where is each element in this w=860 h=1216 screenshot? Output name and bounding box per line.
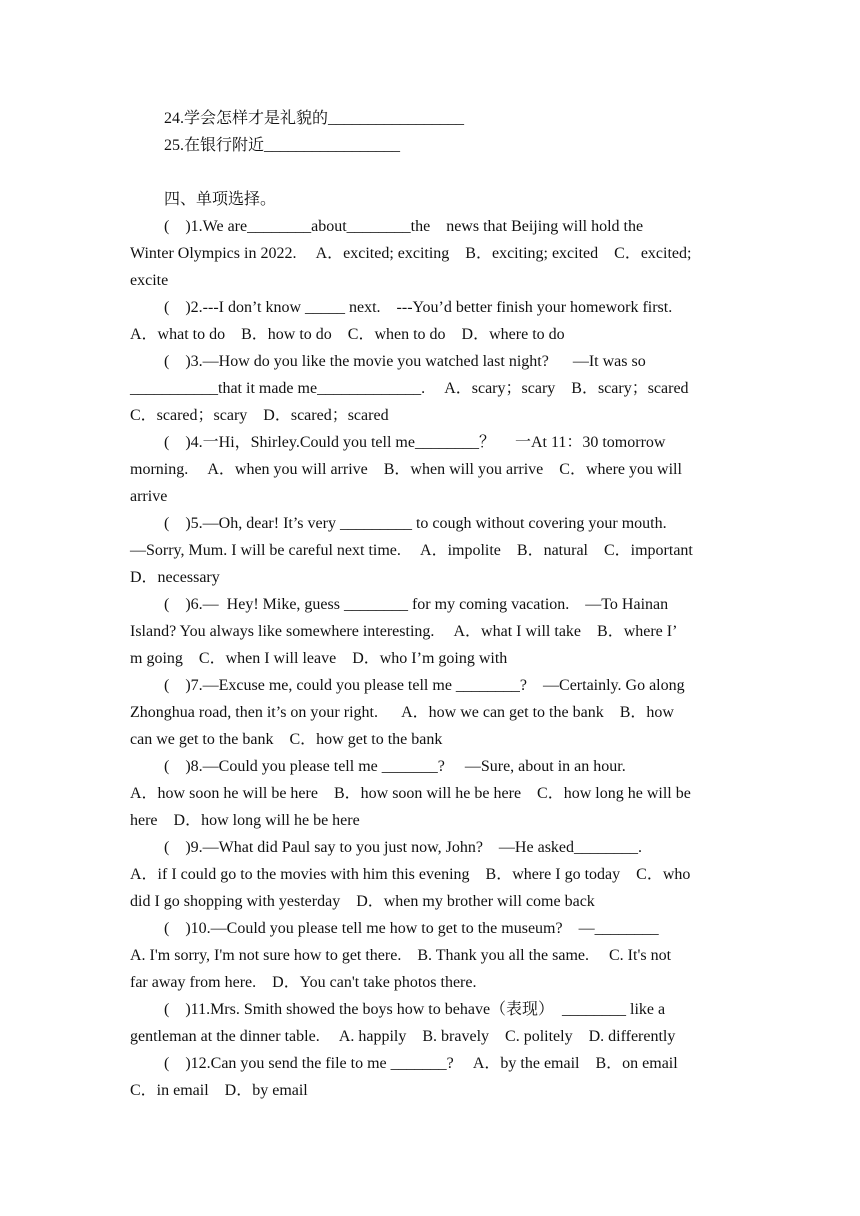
question-line: did I go shopping with yesterday D．when my brother will come back <box>130 893 595 910</box>
question-line: far away from here. D．You can't take photos there. <box>130 974 477 991</box>
question-line: A. I'm sorry, I'm not sure how to get there. B. Thank you all the same. C. It's not <box>130 947 672 964</box>
question-line: C．in email D．by email <box>130 1082 308 1099</box>
question-line: excite <box>130 272 169 289</box>
question-line: ( )5.—Oh, dear! It’s very _________ to cough without covering your mouth. <box>164 515 667 532</box>
question-line: Winter Olympics in 2022. A．excited; exciting B．exciting; excited C．excited; <box>130 245 692 262</box>
question-line: Island? You always like somewhere interesting. A．what I will take B．where I’ <box>130 623 678 640</box>
question-line: ( )4.一Hi，Shirley.Could you tell me________？ 一At 11：30 tomorrow <box>164 434 666 451</box>
question-line: ( )12.Can you send the file to me _______? A．by the email B．on email <box>164 1055 678 1072</box>
section-title: 四、单项选择。 <box>164 191 277 208</box>
question-line: A．if I could go to the movies with him this evening B．where I go today C．who <box>130 866 691 883</box>
question-line: here D．how long will he be here <box>130 812 360 829</box>
question-line: A．what to do B．how to do C．when to do D．where to do <box>130 326 565 343</box>
vocab-item-25: 25.在银行附近_________________ <box>164 137 401 154</box>
question-line: ( )9.—What did Paul say to you just now, John? —He asked________. <box>164 839 643 856</box>
question-line: Zhonghua road, then it’s on your right. A．how we can get to the bank B．how <box>130 704 674 721</box>
question-2 <box>130 294 732 348</box>
question-9 <box>130 834 732 915</box>
question-line: ( )7.—Excuse me, could you please tell me ________? —Certainly. Go along <box>164 677 685 694</box>
question-line: morning. A．when you will arrive B．when will you arrive C．where you will <box>130 461 682 478</box>
question-line: gentleman at the dinner table. A. happily B. bravely C. politely D. differently <box>130 1028 676 1045</box>
question-line: ( )8.—Could you please tell me _______? —Sure, about in an hour. <box>164 758 626 775</box>
question-line: can we get to the bank C．how get to the bank <box>130 731 443 748</box>
question-7 <box>130 672 732 753</box>
spacer <box>130 159 732 186</box>
question-line: ( )6.— Hey! Mike, guess ________ for my coming vacation. —To Hainan <box>164 596 669 613</box>
question-line: —Sorry, Mum. I will be careful next time. A．impolite B．natural C．important <box>130 542 693 559</box>
question-5 <box>130 510 732 591</box>
question-line: ( )2.---I don’t know _____ next. ---You’d better finish your homework first. <box>164 299 673 316</box>
question-11 <box>130 996 732 1050</box>
question-line: ( )1.We are________about________the news that Beijing will hold the <box>164 218 644 235</box>
question-line: ___________that it made me_____________. A．scary；scary B．scary；scared <box>130 380 689 397</box>
question-line: m going C．when I will leave D．who I’m going with <box>130 650 508 667</box>
question-4 <box>130 429 732 510</box>
question-1 <box>130 213 732 294</box>
question-10 <box>130 915 732 996</box>
question-12 <box>130 1050 732 1104</box>
document-content <box>130 105 732 1104</box>
vocab-item-24: 24.学会怎样才是礼貌的_________________ <box>164 110 465 127</box>
question-line: ( )11.Mrs. Smith showed the boys how to behave（表现） ________ like a <box>164 1001 666 1018</box>
question-3 <box>130 348 732 429</box>
question-8 <box>130 753 732 834</box>
question-line: arrive <box>130 488 168 505</box>
question-line: A．how soon he will be here B．how soon will he be here C．how long he will be <box>130 785 691 802</box>
question-line: C．scared；scary D．scared；scared <box>130 407 389 424</box>
question-line: ( )3.—How do you like the movie you watched last night? —It was so <box>164 353 646 370</box>
question-line: D．necessary <box>130 569 220 586</box>
question-line: ( )10.—Could you please tell me how to get to the museum? —________ <box>164 920 659 937</box>
question-6 <box>130 591 732 672</box>
